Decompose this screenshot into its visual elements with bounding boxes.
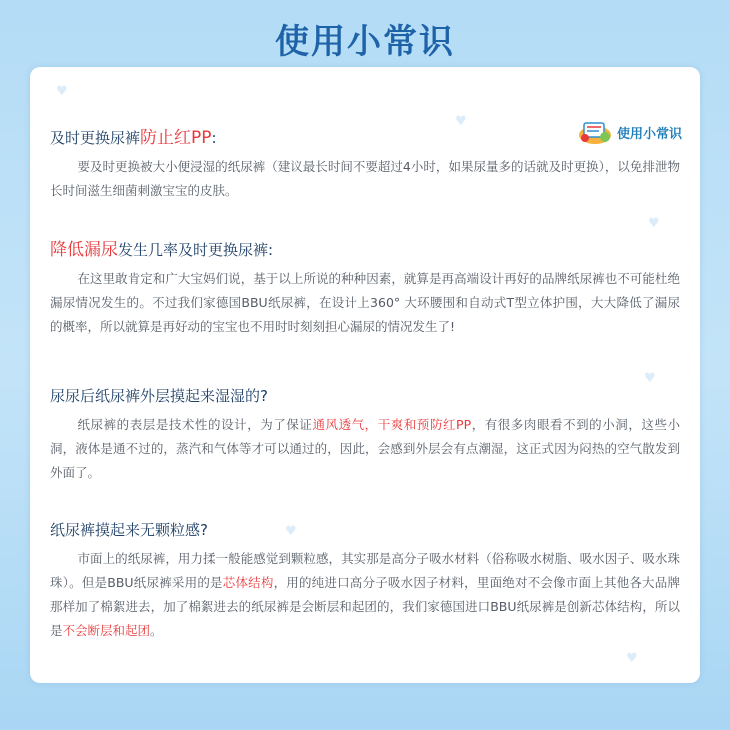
section-no-granules bbox=[50, 519, 680, 643]
heart-icon: ♥ bbox=[644, 371, 656, 386]
section-paragraph: 在这里敢肯定和广大宝妈们说，基于以上所说的种种因素，就算是再高端设计再好的品牌纸尿裤也不可能杜绝漏尿情况发生的。不过我们家德国BBU纸尿裤，在设计上360° 大环腰围和自动式T型立体护围，大大降低了漏尿的概率，所以就算是再好动的宝宝也不用时时刻刻担心漏尿的情况发生了! bbox=[50, 271, 680, 334]
section-heading: 降低漏尿发生几率及时更换尿裤: bbox=[50, 240, 274, 260]
section-reduce-leak bbox=[50, 239, 680, 339]
heart-icon: ♥ bbox=[285, 524, 297, 539]
section-heading: 尿尿后纸尿裤外层摸起来湿湿的? bbox=[50, 387, 268, 405]
tips-card bbox=[30, 67, 700, 683]
heart-icon: ♥ bbox=[455, 114, 467, 129]
page-title: 使用小常识 bbox=[275, 22, 455, 62]
section-paragraph: 市面上的纸尿裤，用力揉一般能感觉到颗粒感，其实那是高分子吸水材料（俗称吸水树脂、吸水因子、吸水珠珠）。但是BBU纸尿裤采用的是芯体结构，用的纯进口高分子吸水因子材料，里面绝对不会像市面上其他各大品牌那样加了棉絮进去，加了棉絮进去的纸尿裤是会断层和起团的，我们家德国进口BBU纸尿裤是创新芯体结构，所以是不会断层和起团。 bbox=[50, 551, 680, 638]
heart-icon: ♥ bbox=[56, 84, 68, 99]
heart-icon: ♥ bbox=[648, 216, 660, 231]
section-heading: 及时更换尿裤防止红PP: bbox=[50, 128, 217, 148]
section-paragraph: 纸尿裤的表层是技术性的设计，为了保证通风透气，干爽和预防红PP，有很多肉眼看不到的小洞，这些小洞，液体是通不过的，蒸汽和气体等才可以通过的，因此，会感到外层会有点潮湿，这正式因为闷热的空气散发到外面了。 bbox=[50, 417, 680, 480]
badge-label: 使用小常识 bbox=[616, 126, 682, 142]
section-damp-outer-layer bbox=[50, 385, 680, 485]
section-paragraph: 要及时更换被大小便浸湿的纸尿裤（建议最长时间不要超过4小时，如果尿量多的话就及时更换），以免排泄物长时间滋生细菌刺激宝宝的皮肤。 bbox=[50, 159, 680, 198]
section-heading: 纸尿裤摸起来无颗粒感? bbox=[50, 521, 208, 539]
section-change-diaper bbox=[50, 127, 680, 203]
heart-icon: ♥ bbox=[626, 651, 638, 666]
